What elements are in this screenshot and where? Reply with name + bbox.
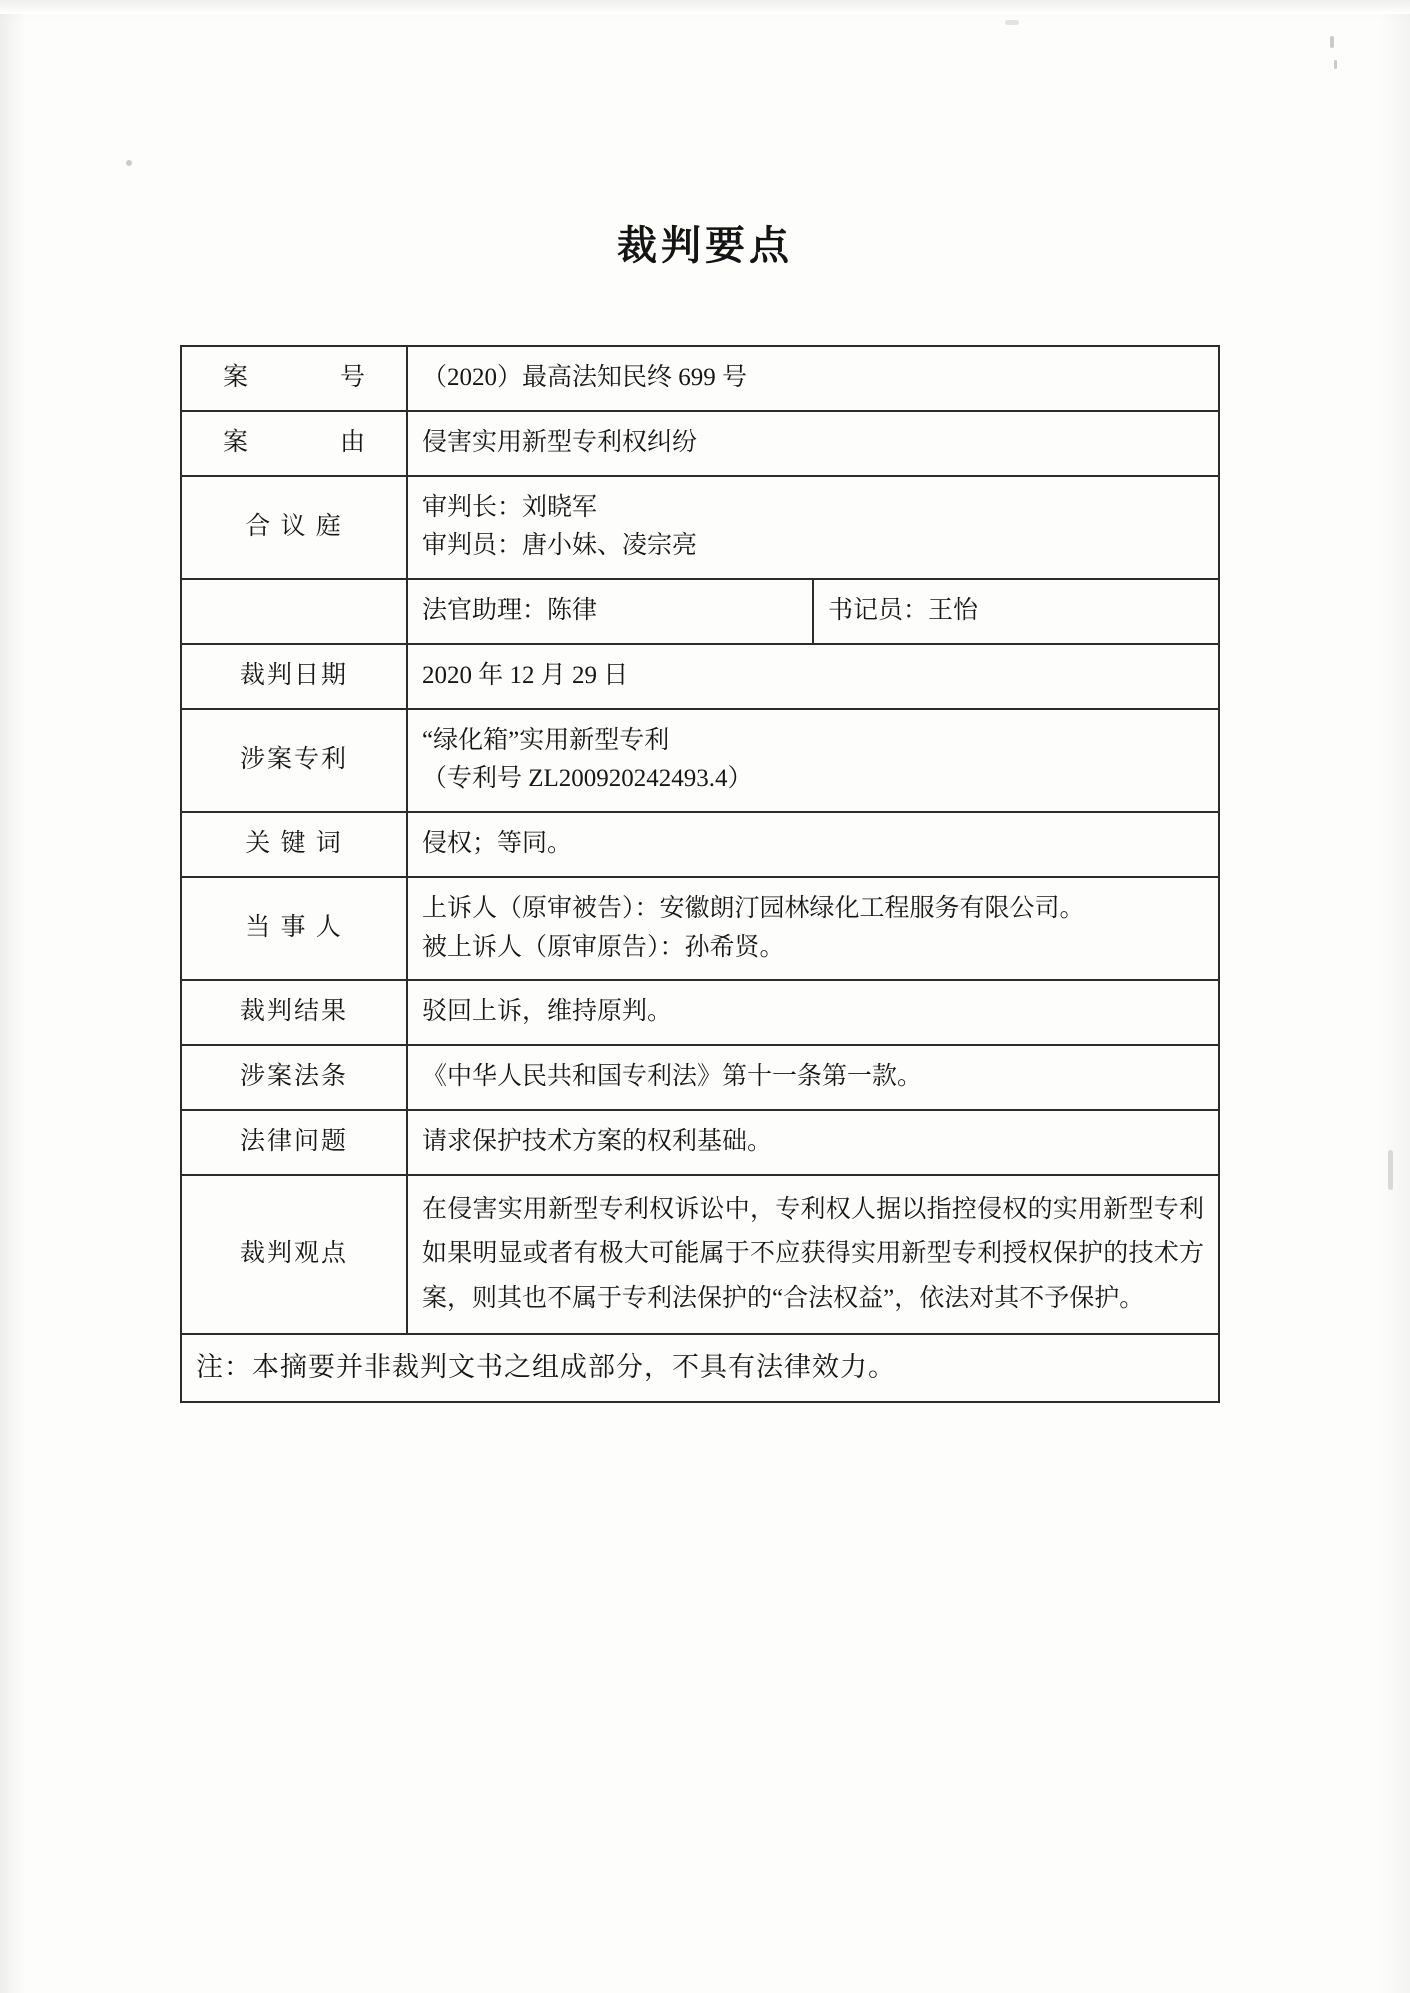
note-text: 注：本摘要并非裁判文书之组成部分，不具有法律效力。 xyxy=(181,1334,1219,1402)
row-value-judge-assistant xyxy=(407,579,813,644)
judgment-date-text: 2020 年 12 月 29 日 xyxy=(422,661,629,689)
judgment-summary-table xyxy=(180,345,1220,1403)
case-number-text: （2020）最高法知民终 699 号 xyxy=(422,364,748,391)
row-value-laws-involved xyxy=(407,1045,1219,1110)
table-row-case-number xyxy=(181,346,1219,411)
party-appellant-text: 上诉人（原审被告）：安徽朗汀园林绿化工程服务有限公司。 xyxy=(422,894,1085,922)
row-label-judgment-result: 裁判结果 xyxy=(181,980,407,1045)
table-row-judgment-result xyxy=(181,980,1219,1045)
row-value-judgment-date xyxy=(407,644,1219,709)
table-row-judgment-date xyxy=(181,644,1219,709)
row-value-judgment-opinion xyxy=(407,1175,1219,1335)
cause-of-action-text: 侵害实用新型专利权纠纷 xyxy=(422,428,698,456)
patent-number-text: （专利号 ZL200920242493.4） xyxy=(422,765,753,793)
table-row-keywords xyxy=(181,812,1219,877)
table-row-collegial-panel xyxy=(181,476,1219,580)
table-row-patent-involved xyxy=(181,709,1219,813)
table-row-cause-of-action xyxy=(181,411,1219,476)
table-row-note xyxy=(181,1334,1219,1402)
panel-judges-text: 审判员：唐小妹、凌宗亮 xyxy=(422,532,698,560)
row-label-legal-issue: 法律问题 xyxy=(181,1110,407,1175)
row-label-judgment-date: 裁判日期 xyxy=(181,644,407,709)
scan-speck-right xyxy=(1388,1150,1393,1190)
row-value-cause-of-action xyxy=(407,411,1219,476)
row-label-patent-involved: 涉案专利 xyxy=(181,709,407,813)
party-appellee-text: 被上诉人（原审原告）：孙希贤。 xyxy=(422,933,785,961)
row-value-court-clerk xyxy=(813,579,1219,644)
row-value-keywords xyxy=(407,812,1219,877)
table-row-parties xyxy=(181,877,1219,981)
row-label-keywords: 关 键 词 xyxy=(181,812,407,877)
scan-artifact-dot-1 xyxy=(1330,36,1334,48)
panel-presiding-text: 审判长：刘晓军 xyxy=(422,493,598,521)
scan-artifact-dot-3 xyxy=(1005,20,1019,25)
table-row-legal-issue xyxy=(181,1110,1219,1175)
page-title: 裁判要点 xyxy=(617,222,793,269)
table-row-laws-involved xyxy=(181,1045,1219,1110)
row-value-case-number xyxy=(407,346,1219,411)
judgment-result-text: 驳回上诉，维持原判。 xyxy=(422,998,673,1026)
judgment-opinion-text: 在侵害实用新型专利权诉讼中，专利权人据以指控侵权的实用新型专利如果明显或者有极大可能属于不应获得实用新型专利授权保护的技术方案，则其也不属于专利法保护的“合法权益”，依法对其不予保护。 xyxy=(422,1195,1204,1312)
row-label-case-number: 案 号 xyxy=(181,346,407,411)
row-value-patent-involved xyxy=(407,709,1219,813)
patent-name-text: “绿化箱”实用新型专利 xyxy=(422,726,670,754)
row-label-judgment-opinion: 裁判观点 xyxy=(181,1175,407,1335)
table-row-panel-staff xyxy=(181,579,1219,644)
row-value-judgment-result xyxy=(407,980,1219,1045)
row-label-panel-staff-empty xyxy=(181,579,407,644)
row-value-collegial-panel xyxy=(407,476,1219,580)
judge-assistant-text: 法官助理：陈律 xyxy=(422,597,598,624)
legal-issue-text: 请求保护技术方案的权利基础。 xyxy=(422,1127,773,1155)
court-clerk-text: 书记员：王怡 xyxy=(828,597,979,624)
row-value-legal-issue xyxy=(407,1110,1219,1175)
row-value-parties xyxy=(407,877,1219,981)
keywords-text: 侵权；等同。 xyxy=(422,830,573,857)
row-label-cause-of-action: 案 由 xyxy=(181,411,407,476)
laws-involved-text: 《中华人民共和国专利法》第十一条第一款。 xyxy=(422,1063,923,1090)
scan-speck-left xyxy=(126,160,132,166)
scan-top-edge xyxy=(0,0,1410,14)
row-label-collegial-panel: 合 议 庭 xyxy=(181,476,407,580)
row-label-laws-involved: 涉案法条 xyxy=(181,1045,407,1110)
scan-artifact-dot-2 xyxy=(1334,60,1337,69)
row-label-parties: 当 事 人 xyxy=(181,877,407,981)
table-row-judgment-opinion xyxy=(181,1175,1219,1335)
